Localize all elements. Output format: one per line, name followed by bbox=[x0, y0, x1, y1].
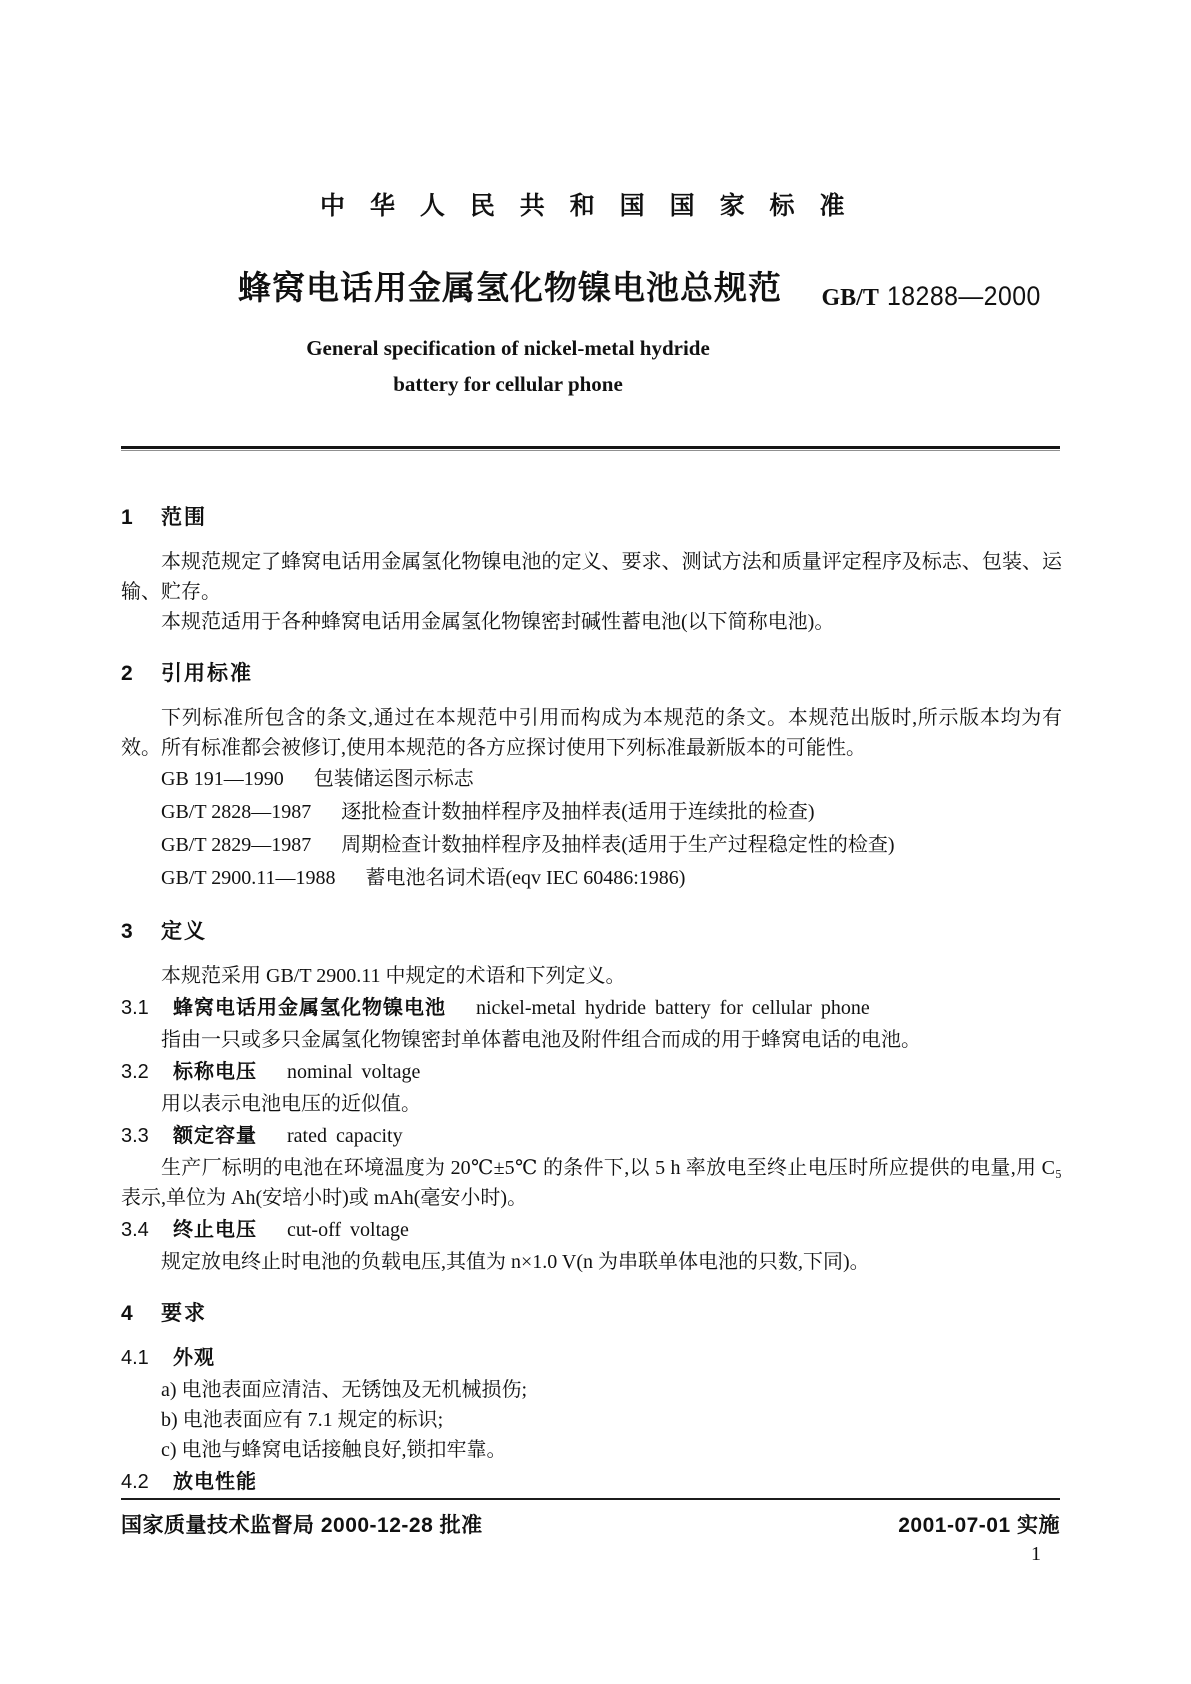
subsection-title-en: nominal voltage bbox=[287, 1061, 421, 1083]
paragraph: 下列标准所包含的条文,通过在本规范中引用而构成为本规范的条文。本规范出版时,所示版本均为有效。所有标准都会被修订,使用本规范的各方应探讨使用下列标准最新版本的可能性。 bbox=[121, 707, 1062, 759]
paragraph: 本规范规定了蜂窝电话用金属氢化物镍电池的定义、要求、测试方法和质量评定程序及标志、包装、运输、贮存。 bbox=[121, 551, 1062, 603]
section-number: 4 bbox=[121, 1302, 133, 1325]
reference-title: 周期检查计数抽样程序及抽样表(适用于生产过程稳定性的检查) bbox=[341, 834, 895, 856]
subsection-title-en: nickel-metal hydride battery for cellular phone bbox=[476, 997, 870, 1019]
subsection-number: 3.4 bbox=[121, 1219, 149, 1241]
list-item: a) 电池表面应清洁、无锈蚀及无机械损伤; bbox=[161, 1379, 528, 1401]
section-heading bbox=[121, 917, 1062, 947]
reference-code: GB 191—1990 bbox=[161, 768, 284, 790]
reference-title: 逐批检查计数抽样程序及抽样表(适用于连续批的检查) bbox=[341, 801, 815, 823]
subsection-number: 3.1 bbox=[121, 997, 149, 1019]
reference-item bbox=[121, 829, 1062, 862]
section-title: 引用标准 bbox=[161, 662, 253, 685]
subsection-number: 3.2 bbox=[121, 1061, 149, 1083]
paragraph: 本规范采用 GB/T 2900.11 中规定的术语和下列定义。 bbox=[161, 965, 626, 987]
section-number: 2 bbox=[121, 662, 133, 685]
english-title-line2: battery for cellular phone bbox=[393, 372, 623, 396]
reference-code: GB/T 2900.11—1988 bbox=[161, 867, 336, 889]
reference-title: 包装储运图示标志 bbox=[313, 768, 474, 790]
reference-title: 蓄电池名词术语(eqv IEC 60486:1986) bbox=[365, 867, 686, 889]
subsection-title-en: rated capacity bbox=[287, 1125, 403, 1147]
subsection-title-zh: 放电性能 bbox=[173, 1471, 257, 1493]
reference-item bbox=[121, 862, 1062, 895]
subsection-number: 3.3 bbox=[121, 1125, 149, 1147]
reference-item bbox=[121, 763, 1062, 796]
document-body bbox=[121, 503, 1062, 1499]
footer-approval: 国家质量技术监督局 2000-12-28 批准 bbox=[121, 1514, 483, 1537]
paragraph: 本规范适用于各种蜂窝电话用金属氢化物镍密封碱性蓄电池(以下简称电池)。 bbox=[161, 611, 835, 633]
section-title: 要求 bbox=[161, 1302, 207, 1325]
reference-item bbox=[121, 796, 1062, 829]
national-standard-label: 中 华 人 民 共 和 国 国 家 标 准 bbox=[320, 192, 854, 220]
subsection-heading bbox=[121, 1215, 1062, 1245]
subsection-heading bbox=[121, 1121, 1062, 1151]
subsection-heading bbox=[121, 1057, 1062, 1087]
reference-code: GB/T 2829—1987 bbox=[161, 834, 312, 856]
list-item: b) 电池表面应有 7.1 规定的标识; bbox=[161, 1409, 444, 1431]
page-number: 1 bbox=[1031, 1543, 1041, 1565]
subsection-title-en: cut-off voltage bbox=[287, 1219, 409, 1241]
footer-divider bbox=[121, 1498, 1060, 1500]
footer-implementation: 2001-07-01 实施 bbox=[898, 1514, 1060, 1537]
paragraph: 用以表示电池电压的近似值。 bbox=[161, 1093, 421, 1115]
section-heading bbox=[121, 503, 1062, 533]
subsection-title-zh: 蜂窝电话用金属氢化物镍电池 bbox=[173, 997, 446, 1019]
section-number: 1 bbox=[121, 506, 133, 529]
subsection-title-zh: 额定容量 bbox=[173, 1125, 257, 1147]
subsection-number: 4.2 bbox=[121, 1471, 149, 1493]
paragraph: 指由一只或多只金属氢化物镍密封单体蓄电池及附件组合而成的用于蜂窝电话的电池。 bbox=[161, 1029, 921, 1051]
section-heading bbox=[121, 659, 1062, 689]
subsection-title-zh: 外观 bbox=[173, 1347, 215, 1369]
english-title bbox=[258, 330, 758, 402]
reference-code: GB/T 2828—1987 bbox=[161, 801, 312, 823]
standard-code-number: 18288—2000 bbox=[886, 281, 1041, 311]
english-title-line1: General specification of nickel-metal hydride bbox=[306, 336, 710, 360]
standard-code-prefix: GB/T bbox=[821, 285, 879, 311]
section-heading bbox=[121, 1299, 1062, 1329]
subsection-number: 4.1 bbox=[121, 1347, 149, 1369]
section-title: 范围 bbox=[161, 506, 207, 529]
subsection-heading bbox=[121, 993, 1062, 1023]
standard-code bbox=[821, 281, 1054, 312]
section-number: 3 bbox=[121, 920, 133, 943]
subsection-heading bbox=[121, 1343, 1062, 1373]
page-title: 蜂窝电话用金属氢化物镍电池总规范 bbox=[238, 269, 782, 306]
header-divider bbox=[121, 446, 1060, 451]
list-item: c) 电池与蜂窝电话接触良好,锁扣牢靠。 bbox=[161, 1439, 507, 1461]
subsection-title-zh: 终止电压 bbox=[173, 1219, 257, 1241]
section-title: 定义 bbox=[161, 920, 207, 943]
paragraph: 规定放电终止时电池的负载电压,其值为 n×1.0 V(n 为串联单体电池的只数,下同)。 bbox=[161, 1251, 870, 1273]
paragraph: 生产厂标明的电池在环境温度为 20℃±5℃ 的条件下,以 5 h 率放电至终止电压时所应提供的电量,用 C₅ 表示,单位为 Ah(安培小时)或 mAh(毫安小时)。 bbox=[121, 1157, 1062, 1209]
subsection-heading bbox=[121, 1467, 1062, 1497]
subsection-title-zh: 标称电压 bbox=[173, 1061, 257, 1083]
